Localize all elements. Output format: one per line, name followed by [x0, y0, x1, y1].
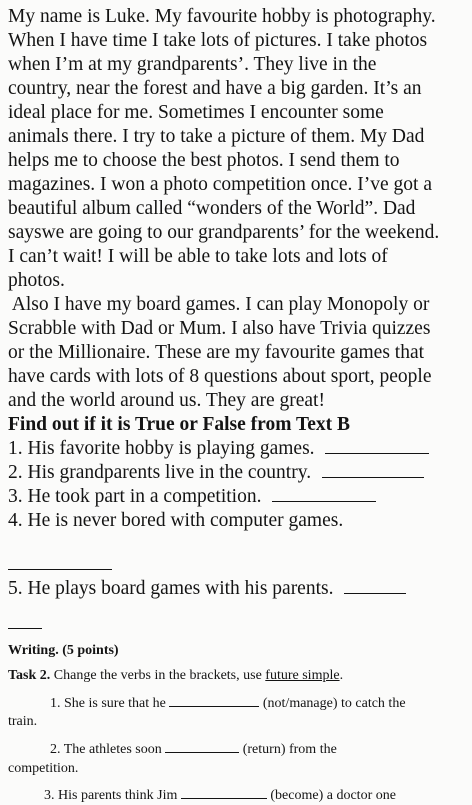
true-false-heading: Find out if it is True or False from Text B	[8, 414, 350, 435]
text-line: beautiful album called “wonders of the World”. Dad	[8, 198, 416, 219]
text-line: Scrabble with Dad or Mum. I also have Trivia quizzes	[8, 318, 431, 339]
writing-item-text: (return) from the	[239, 742, 337, 757]
task-instruction	[8, 667, 343, 685]
text-line: Also I have my board games. I can play Monopoly or	[8, 294, 430, 315]
text-line: photos.	[8, 270, 65, 291]
text-line: or the Millionaire. These are my favourite games that	[8, 342, 425, 363]
tf-item-text: 2. His grandparents live in the country.	[8, 462, 312, 483]
text-line: magazines. I won a photo competition once. I’ve got a	[8, 174, 432, 195]
writing-item-text: 1. She is sure that he	[50, 696, 170, 711]
writing-item	[50, 741, 337, 759]
tf-item-text: 1. His favorite hobby is playing games.	[8, 438, 315, 459]
answer-blank[interactable]	[8, 569, 112, 570]
tf-item-text: 4. He is never bored with computer games.	[8, 510, 344, 531]
text-line: have cards with lots of 8 questions about sport, people	[8, 366, 432, 387]
tf-item	[8, 461, 424, 485]
writing-item-text: (not/manage) to catch the	[259, 696, 406, 711]
writing-item-text: 3. His parents think Jim	[44, 788, 181, 803]
text-line: ideal place for me. Sometimes I encounter some	[8, 102, 384, 123]
tf-item-text: 5. He plays board games with his parents.	[8, 578, 334, 599]
task-text-end: .	[339, 668, 344, 683]
answer-blank[interactable]	[322, 463, 424, 478]
writing-item	[50, 695, 406, 713]
answer-blank[interactable]	[165, 741, 239, 753]
answer-blank[interactable]	[8, 628, 42, 629]
writing-heading: Writing. (5 points)	[8, 643, 119, 658]
tf-item	[8, 437, 429, 461]
text-line: country, near the forest and have a big garden. It’s an	[8, 78, 422, 99]
text-line: sayswe are going to our grandparents’ for the weekend.	[8, 222, 440, 243]
text-line: helps me to choose the best photos. I send them to	[8, 150, 400, 171]
task-text: Change the verbs in the brackets, use	[50, 668, 266, 683]
writing-item-text: 2. The athletes soon	[50, 742, 166, 757]
answer-blank[interactable]	[344, 579, 406, 594]
tf-item	[8, 485, 376, 509]
answer-blank[interactable]	[181, 787, 267, 799]
text-line: When I have time I take lots of pictures. I take photos	[8, 30, 428, 51]
text-line: My name is Luke. My favourite hobby is photography.	[8, 6, 436, 27]
answer-blank[interactable]	[325, 439, 429, 454]
task-label: Task 2.	[8, 668, 51, 683]
writing-item-cont: train.	[8, 714, 38, 729]
answer-blank[interactable]	[272, 487, 376, 502]
writing-item-cont: competition.	[8, 761, 79, 776]
answer-blank[interactable]	[169, 695, 259, 707]
text-line: when I’m at my grandparents’. They live in the	[8, 54, 377, 75]
tf-item	[8, 509, 343, 533]
text-line: animals there. I try to take a picture of them. My Dad	[8, 126, 425, 147]
tf-item-text: 3. He took part in a competition.	[8, 486, 262, 507]
writing-item-text: (become) a doctor one	[266, 788, 396, 803]
text-line: and the world around us. They are great!	[8, 390, 325, 411]
text-line: I can’t wait! I will be able to take lots and lots of	[8, 246, 388, 267]
writing-item	[44, 787, 396, 805]
task-text-underlined: future simple	[265, 668, 340, 683]
tf-item	[8, 577, 406, 601]
